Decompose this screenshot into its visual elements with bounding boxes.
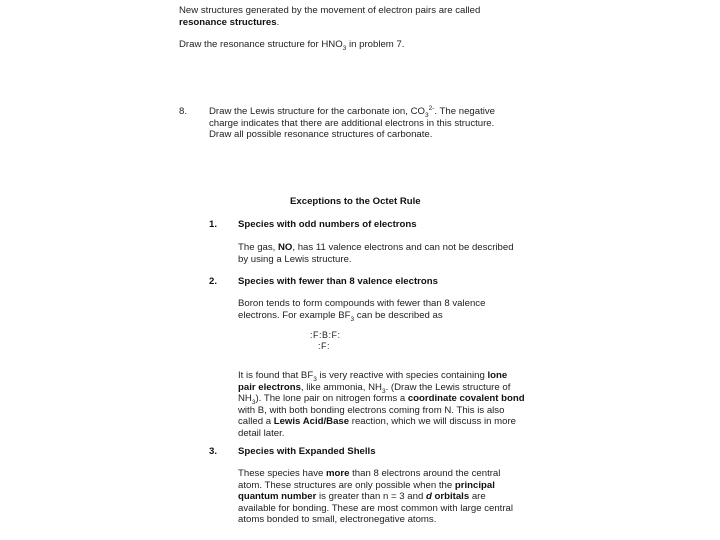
intro-text: New structures generated by the movement of electron pairs are called resonance structures. xyxy=(179,5,481,28)
problem-8-text: Draw the Lewis structure for the carbonate ion, $CO_3^{2-}$. The negative charge indicates that there are additional electrons in this structure. Draw all possible resonance structures of carbonate. xyxy=(209,104,496,140)
item-heading: Species with fewer than 8 valence electrons xyxy=(238,276,438,287)
item-1-text: The gas, NO, has 11 valence electrons and can not be described by using a Lewis structure. xyxy=(238,242,514,265)
item-heading: Species with Expanded Shells xyxy=(238,446,376,457)
bf3-paragraph: It is found that $BF_3$ is very reactive with species containing lone pair electrons, like ammonia, $NH_3$. (Draw the Lewis structure of $NH_3$). The lone pair on nitrogen forms a coordinate covalent bond with B, with both bonding electrons coming from N. This is also called a Lewis Acid/Base reaction, which we will discuss in more detail later. xyxy=(238,370,525,439)
item-number: 1. xyxy=(209,219,218,230)
item-number: 3. xyxy=(209,446,218,457)
problem-number: 8. xyxy=(179,106,188,117)
expanded-shells-paragraph: These species have more than 8 electrons around the central atom. These structures are only possible when the principal quantum number is greater than n = 3 and d orbitals are available for bonding. These are most common with large central atoms bonded to small, electronegative atoms. xyxy=(238,468,513,525)
bf3-lewis-structure: :F:B:F: :F: xyxy=(310,330,341,351)
item-heading: Species with odd numbers of electrons xyxy=(238,219,417,230)
item-number: 2. xyxy=(209,276,218,287)
section-title: Exceptions to the Octet Rule xyxy=(290,196,421,207)
item-2-text: Boron tends to form compounds with fewer than 8 valence electrons. For example $BF_3$ can be described as xyxy=(238,298,486,323)
hno3-instruction: Draw the resonance structure for $HNO_3$ in problem 7. xyxy=(179,39,405,52)
